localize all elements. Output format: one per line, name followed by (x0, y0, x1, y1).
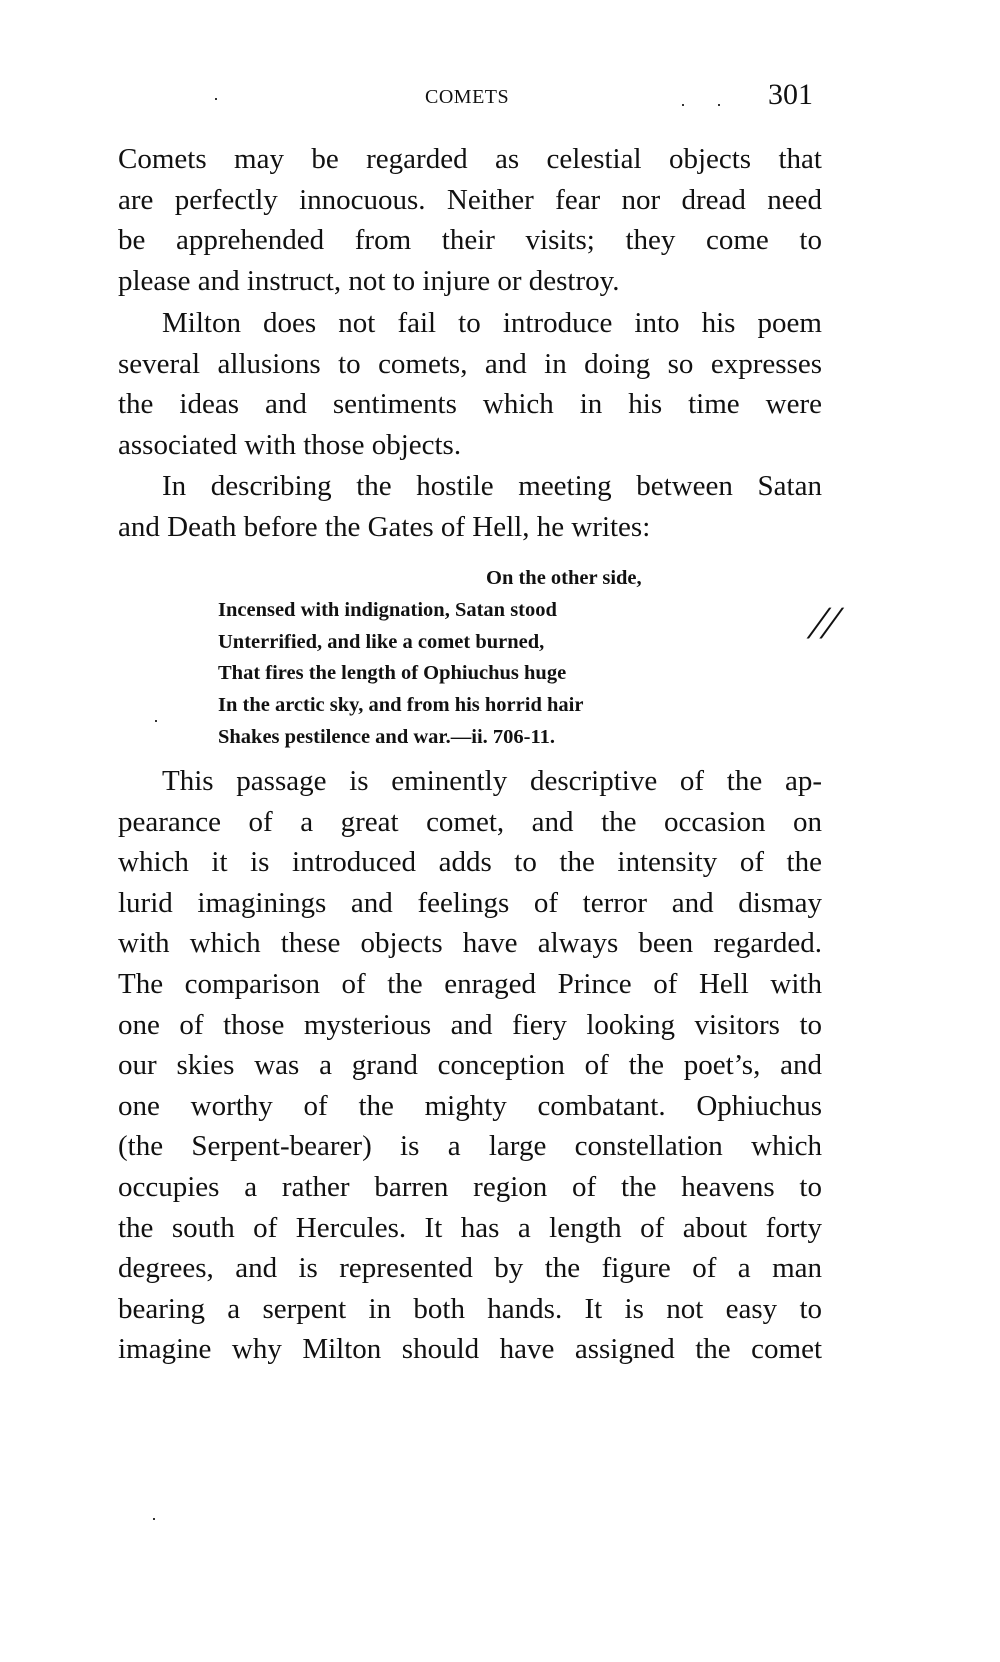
text-line: which it is introduced adds to the intensity of the (118, 846, 822, 879)
margin-pencil-mark: // (806, 597, 843, 648)
text-line: our skies was a grand conception of the poet’s, and (118, 1049, 822, 1082)
text-line: This passage is eminently descriptive of the ap- (162, 765, 822, 797)
text-line: pearance of a great comet, and the occasion on (118, 805, 822, 838)
poem-line: Unterrified, and like a comet burned, (218, 630, 545, 653)
text-line: occupies a rather barren region of the heavens to (118, 1170, 822, 1203)
text-line: associated with those objects. (118, 428, 462, 461)
text-line: The comparison of the enraged Prince of Hell with (118, 967, 822, 1000)
scan-speck (155, 720, 157, 722)
paragraph-3 (118, 466, 822, 547)
scan-speck (718, 104, 720, 106)
text-line: degrees, and is represented by the figure of a man (118, 1252, 822, 1285)
text-line: bearing a serpent in both hands. It is not easy to (118, 1292, 822, 1325)
text-line: and Death before the Gates of Hell, he writes: (118, 510, 651, 543)
text-line: the south of Hercules. It has a length of about forty (118, 1211, 822, 1244)
text-line: with which these objects have always been regarded. (118, 927, 822, 960)
poem-line: On the other side, (486, 567, 642, 589)
text-line: several allusions to comets, and in doing so expresses (118, 347, 822, 380)
scan-speck (153, 1518, 155, 1520)
text-line: In describing the hostile meeting between Satan (162, 470, 822, 502)
text-line: imagine why Milton should have assigned the comet (118, 1333, 822, 1366)
scan-speck (215, 98, 217, 100)
text-line: Comets may be regarded as celestial objects that (118, 143, 822, 175)
text-line: please and instruct, not to injure or destroy. (118, 264, 620, 297)
paragraph-4 (118, 761, 822, 1370)
page-number: 301 (768, 78, 813, 111)
text-line: are perfectly innocuous. Neither fear nor dread need (118, 183, 822, 216)
poem-line: Incensed with indignation, Satan stood (218, 598, 557, 621)
scan-speck (682, 104, 684, 106)
running-title: COMETS (425, 86, 510, 108)
paragraph-2 (118, 303, 822, 465)
paragraph-1 (118, 139, 822, 301)
text-line: lurid imaginings and feelings of terror and dismay (118, 886, 822, 919)
poem-line: Shakes pestilence and war.—ii. 706-11. (218, 725, 555, 748)
text-line: (the Serpent-bearer) is a large constellation which (118, 1130, 822, 1163)
text-line: one worthy of the mighty combatant. Ophiuchus (118, 1089, 822, 1122)
text-line: be apprehended from their visits; they come to (118, 224, 822, 257)
poem-line: That fires the length of Ophiuchus huge (218, 662, 567, 685)
poem-quote (218, 563, 698, 754)
poem-line: In the arctic sky, and from his horrid hair (218, 694, 584, 717)
text-line: one of those mysterious and fiery looking visitors to (118, 1008, 822, 1041)
text-line: Milton does not fail to introduce into his poem (162, 307, 822, 339)
text-line: the ideas and sentiments which in his time were (118, 388, 822, 421)
